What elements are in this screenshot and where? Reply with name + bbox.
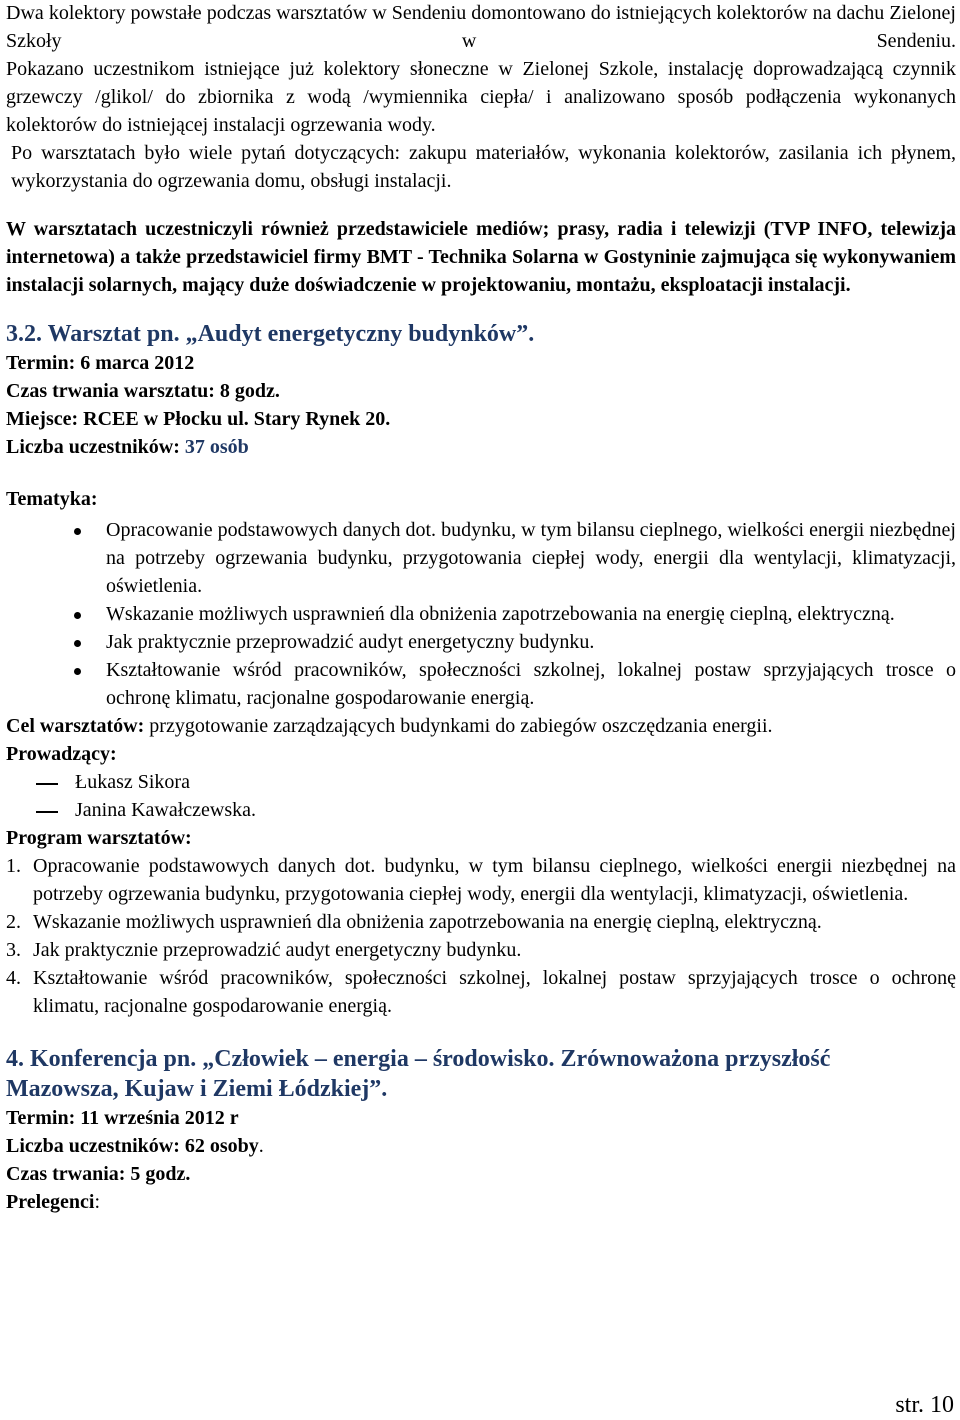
program-item bbox=[6, 936, 956, 964]
intro-paragraph-1: Dwa kolektory powstałe podczas warsztatów w Sendeniu domontowano do istniejących kolektorów na dachu Zielonej Szkoły w Sendeniu. bbox=[6, 2, 956, 52]
intro-paragraph-2: Pokazano uczestnikom istniejące już kolektory słoneczne w Zielonej Szkole, instalację doprowadzającą czynnik grzewczy /glikol/ do zbiornika z wodą /wymiennika ciepła/ i analizowano sposób podłączenia wykonanych kolektorów do istniejącej instalacji ogrzewania wody. bbox=[6, 58, 956, 136]
program-item-text: Jak praktycznie przeprowadzić audyt energetyczny budynku. bbox=[33, 939, 522, 961]
topic-item: Opracowanie podstawowych danych dot. budynku, w tym bilansu cieplnego, wielkości energii niezbędnej na potrzeby ogrzewania budynku, przygotowania ciepłej wody, energii dla wentylacji, klimatyzacji, oświetlenia. bbox=[6, 516, 956, 600]
program-item bbox=[6, 852, 956, 908]
participants-label: Liczba uczestników: bbox=[6, 436, 180, 458]
workshop-duration: Czas trwania warsztatu: 8 godz. bbox=[6, 380, 280, 402]
program-item-number: 2. bbox=[6, 911, 21, 933]
workshop-location: Miejsce: RCEE w Płocku ul. Stary Rynek 20. bbox=[6, 408, 391, 430]
page-number: str. 10 bbox=[895, 1392, 954, 1418]
conference-speakers bbox=[6, 1188, 956, 1216]
program-item-number: 4. bbox=[6, 967, 21, 989]
program-item-number: 1. bbox=[6, 855, 21, 877]
leader-item: Janina Kawałczewska. bbox=[6, 796, 956, 824]
program-item bbox=[6, 964, 956, 1020]
workshop-goal bbox=[6, 712, 956, 740]
leaders-label: Prowadzący: bbox=[6, 743, 117, 765]
leaders-list bbox=[6, 768, 956, 824]
intro-paragraph-4: W warsztatach uczestniczyli również przedstawiciele mediów; prasy, radia i telewizji (TVP INFO, telewizja internetowa) a także przedstawiciel firmy BMT - Technika Solarna w Gostyninie zajmująca się wykonywaniem instalacji solarnych, mający duże doświadczenie w projektowaniu, montażu, eksploatacji instalacji. bbox=[6, 218, 956, 296]
program-item bbox=[6, 908, 956, 936]
program-item-text: Kształtowanie wśród pracowników, społeczności szkolnej, lokalnej postaw sprzyjających trosce o ochronę klimatu, racjonalne gospodarowanie energią. bbox=[33, 967, 956, 1017]
program-list bbox=[6, 852, 956, 1020]
conference-duration: Czas trwania: 5 godz. bbox=[6, 1163, 191, 1185]
goal-text: przygotowanie zarządzających budynkami do zabiegów oszczędzania energii. bbox=[149, 715, 773, 737]
conference-participants-label: Liczba uczestników: 62 osoby bbox=[6, 1135, 259, 1157]
workshop-date: Termin: 6 marca 2012 bbox=[6, 352, 195, 374]
goal-label: Cel warsztatów: bbox=[6, 715, 145, 737]
conference-participants bbox=[6, 1132, 956, 1160]
topic-item: Jak praktycznie przeprowadzić audyt energetyczny budynku. bbox=[6, 628, 956, 656]
speakers-suffix: : bbox=[94, 1191, 101, 1213]
topics-label: Tematyka: bbox=[6, 488, 98, 510]
workshop-heading: 3.2. Warsztat pn. „Audyt energetyczny budynków”. bbox=[6, 321, 535, 347]
participants-value: 37 osób bbox=[184, 436, 249, 458]
leader-item: Łukasz Sikora bbox=[6, 768, 956, 796]
program-item-number: 3. bbox=[6, 939, 21, 961]
conference-participants-suffix: . bbox=[258, 1135, 264, 1157]
program-item-text: Opracowanie podstawowych danych dot. budynku, w tym bilansu cieplnego, wielkości energii niezbędnej na potrzeby ogrzewania budynku, przygotowania ciepłej wody, energii dla wentylacji, klimatyzacji, oświetlenia. bbox=[33, 855, 956, 905]
topics-list bbox=[6, 516, 956, 712]
conference-date: Termin: 11 września 2012 r bbox=[6, 1107, 239, 1129]
workshop-participants bbox=[6, 433, 956, 461]
conference-heading: 4. Konferencja pn. „Człowiek – energia – środowisko. Zrównoważona przyszłość Mazowsza, Kujaw i Ziemi Łódzkiej”. bbox=[6, 1046, 831, 1102]
document-page bbox=[6, 0, 956, 1216]
topic-item: Wskazanie możliwych usprawnień dla obniżenia zapotrzebowania na energię cieplną, elektryczną. bbox=[6, 600, 956, 628]
intro-paragraph-3: Po warsztatach było wiele pytań dotyczących: zakupu materiałów, wykonania kolektorów, zasilania ich płynem, wykorzystania do ogrzewania domu, obsługi instalacji. bbox=[11, 142, 956, 192]
speakers-label: Prelegenci bbox=[6, 1191, 95, 1213]
program-item-text: Wskazanie możliwych usprawnień dla obniżenia zapotrzebowania na energię cieplną, elektryczną. bbox=[33, 911, 822, 933]
program-label: Program warsztatów: bbox=[6, 827, 192, 849]
topic-item: Kształtowanie wśród pracowników, społeczności szkolnej, lokalnej postaw sprzyjających trosce o ochronę klimatu, racjonalne gospodarowanie energią. bbox=[6, 656, 956, 712]
